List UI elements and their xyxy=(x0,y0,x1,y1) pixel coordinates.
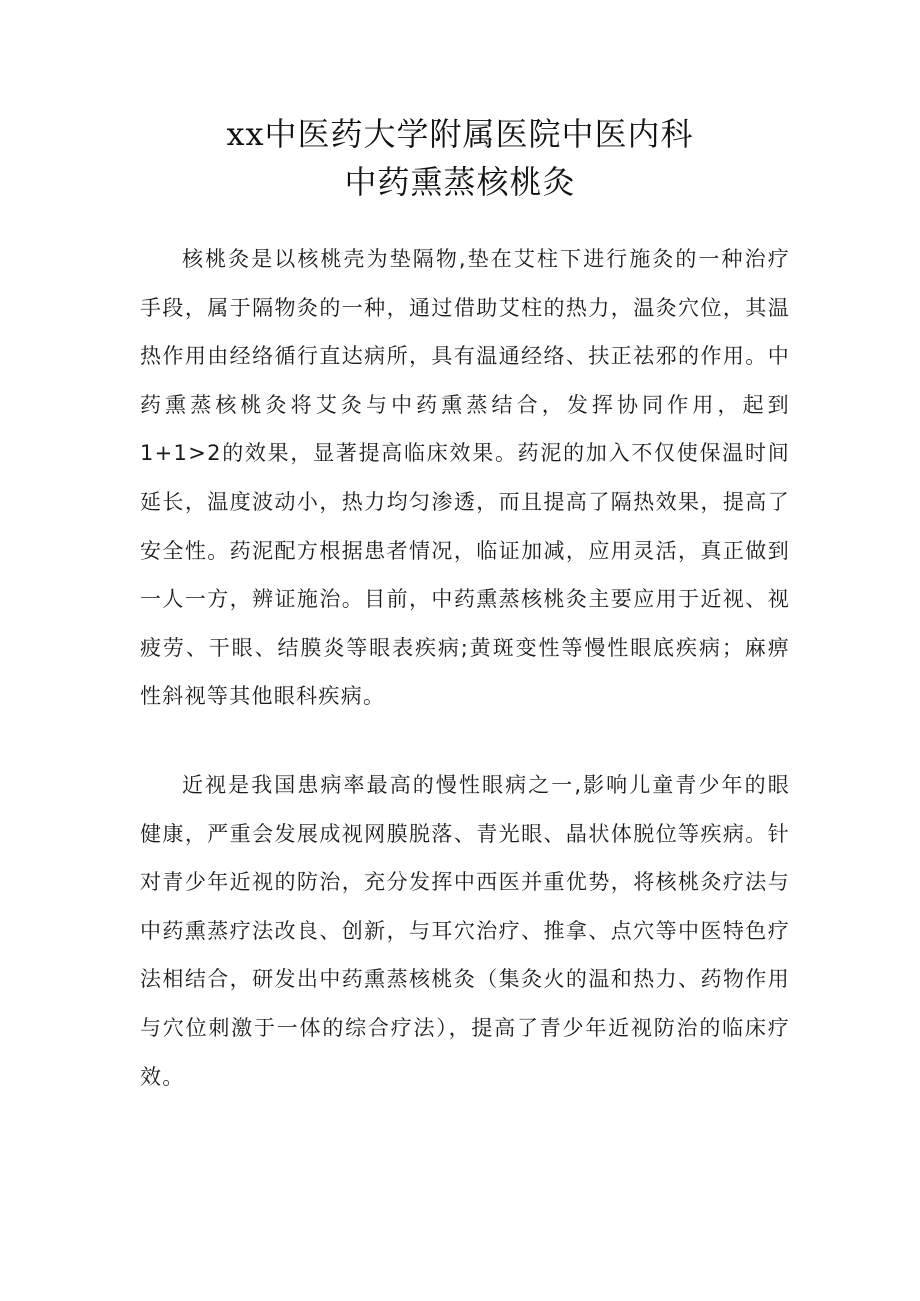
document-title-line-1: xx中医药大学附属医院中医内科 xyxy=(226,115,694,153)
title-block xyxy=(0,110,920,206)
paragraph-walnut-moxibustion-intro: 核桃灸是以核桃壳为垫隔物,垫在艾柱下进行施灸的一种治疗手段，属于隔物灸的一种，通过借助艾柱的热力，温灸穴位，其温热作用由经络循行直达病所，具有温通经络、扶正祛邪的作用。中药熏蒸核桃灸将艾灸与中药熏蒸结合，发挥协同作用，起到1+1>2的效果，显著提高临床效果。药泥的加入不仅使保温时间延长，温度波动小，热力均匀渗透，而且提高了隔热效果，提高了安全性。药泥配方根据患者情况，临证加减，应用灵活，真正做到一人一方，辨证施治。目前，中药熏蒸核桃灸主要应用于近视、视疲劳、干眼、结膜炎等眼表疾病;黄斑变性等慢性眼底疾病；麻痹性斜视等其他眼科疾病。 xyxy=(140,247,790,709)
paragraph-myopia-treatment: 近视是我国患病率最高的慢性眼病之一,影响儿童青少年的眼健康，严重会发展成视网膜脱落、青光眼、晶状体脱位等疾病。针对青少年近视的防治，充分发挥中西医并重优势，将核桃灸疗法与中药熏蒸疗法改良、创新，与耳穴治疗、推拿、点穴等中医特色疗法相结合，研发出中药熏蒸核桃灸（集灸火的温和热力、药物作用与穴位刺激于一体的综合疗法），提高了青少年近视防治的临床疗效。 xyxy=(140,773,790,1089)
document-title-line-2: 中药熏蒸核桃灸 xyxy=(344,163,576,201)
